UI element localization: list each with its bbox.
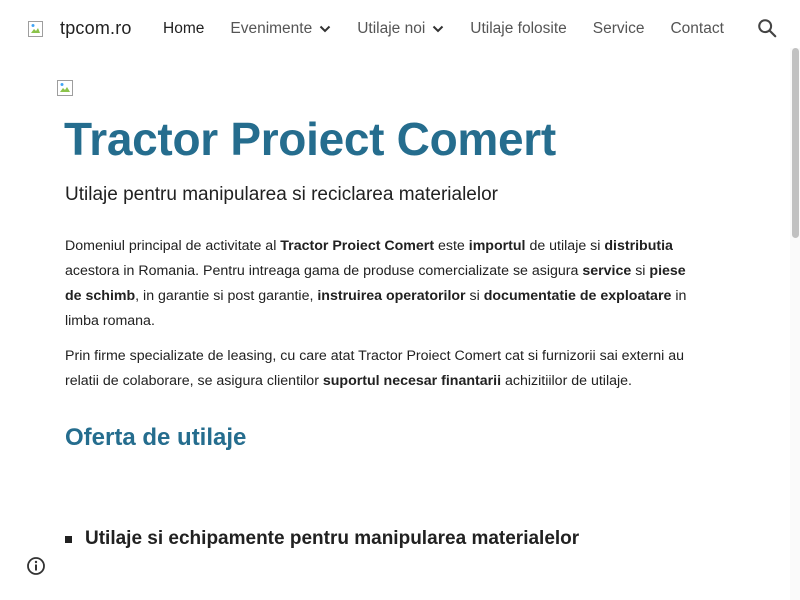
page-title: Tractor Proiect Comert (64, 113, 556, 165)
broken-image-icon[interactable] (28, 21, 43, 37)
site-header (0, 0, 800, 58)
nav-service-label: Service (592, 20, 645, 37)
nav-contact[interactable] (670, 20, 723, 38)
nav-contact-label: Contact (670, 20, 724, 37)
nav-evenimente-label: Evenimente (230, 20, 313, 37)
nav-service[interactable] (593, 20, 645, 38)
nav-utilaje-noi[interactable] (357, 20, 444, 38)
list-item (65, 528, 579, 550)
list-item-label: Utilaje si echipamente pentru manipularea materialelor (85, 528, 580, 549)
info-icon[interactable] (26, 556, 46, 576)
nav-home-label: Home (163, 20, 205, 37)
nav-utilaje-folosite[interactable] (470, 20, 567, 38)
intro-paragraph: Domeniul principal de activitate al Tractor Proiect Comert este importul de utilaje si distributia acestora in Romania. Pentru intreaga gama de produse comercializate se asigura service si piese de schimb, in garantie si post garantie, instruirea operatorilor si documentatie de exploatare in limba romana. (65, 238, 687, 329)
broken-image-icon (57, 80, 73, 96)
nav-utilaje-noi-label: Utilaje noi (357, 20, 426, 37)
nav-evenimente[interactable] (230, 20, 331, 38)
chevron-down-icon[interactable] (319, 23, 331, 35)
search-icon[interactable] (756, 17, 778, 39)
main-nav (163, 0, 750, 58)
site-name[interactable]: tpcom.ro (60, 18, 132, 38)
scrollbar-thumb[interactable] (792, 48, 799, 238)
page-subtitle: Utilaje pentru manipularea si reciclarea materialelor (65, 184, 498, 205)
chevron-down-icon[interactable] (432, 23, 444, 35)
nav-home[interactable] (163, 20, 204, 38)
bullet-icon (65, 536, 72, 543)
section-heading: Oferta de utilaje (65, 424, 247, 451)
leasing-paragraph: Prin firme specializate de leasing, cu care atat Tractor Proiect Comert cat si furnizorii sai externi au relatii de colaborare, se asigura clientilor suportul necesar finantarii achizitiilor de utilaje. (65, 348, 684, 389)
nav-utilaje-folosite-label: Utilaje folosite (470, 20, 567, 37)
